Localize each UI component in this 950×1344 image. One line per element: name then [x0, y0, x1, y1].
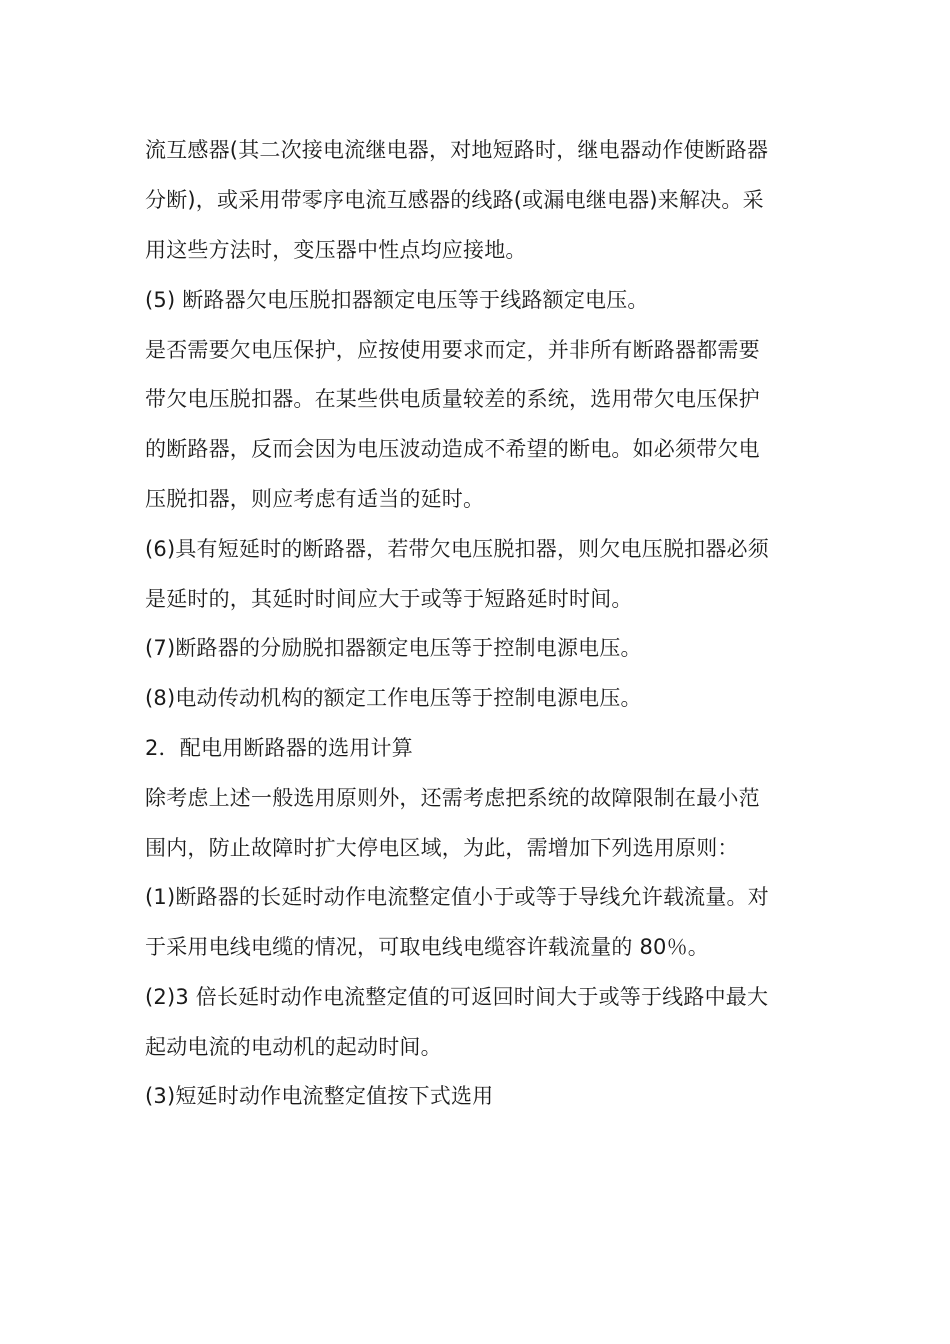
text-line: 起动电流的电动机的起动时间。	[145, 1035, 442, 1059]
text-line: (3)短延时动作电流整定值按下式选用	[145, 1084, 494, 1108]
text-line: 是延时的，其延时时间应大于或等于短路延时时间。	[145, 587, 633, 611]
text-line: 流互感器(其二次接电流继电器，对地短路时，继电器动作使断路器	[145, 138, 769, 162]
text-line: 于采用电线电缆的情况，可取电线电缆容许载流量的 80％。	[145, 935, 709, 959]
section-heading: 2．配电用断路器的选用计算	[145, 736, 413, 760]
text-line: 用这些方法时，变压器中性点均应接地。	[145, 238, 527, 262]
text-line: 除考虑上述一般选用原则外，还需考虑把系统的故障限制在最小范	[145, 786, 760, 810]
text-line: 带欠电压脱扣器。在某些供电质量较差的系统，选用带欠电压保护	[145, 387, 760, 411]
text-line: (2)3 倍长延时动作电流整定值的可返回时间大于或等于线路中最大	[145, 985, 769, 1009]
text-line: (7)断路器的分励脱扣器额定电压等于控制电源电压。	[145, 636, 642, 660]
text-line: 压脱扣器，则应考虑有适当的延时。	[145, 487, 485, 511]
text-line: (5) 断路器欠电压脱扣器额定电压等于线路额定电压。	[145, 288, 649, 312]
text-line: 是否需要欠电压保护，应按使用要求而定，并非所有断路器都需要	[145, 338, 760, 362]
text-line: 的断路器，反而会因为电压波动造成不希望的断电。如必须带欠电	[145, 437, 760, 461]
text-line: 围内，防止故障时扩大停电区域，为此，需增加下列选用原则：	[145, 836, 739, 860]
text-line: (8)电动传动机构的额定工作电压等于控制电源电压。	[145, 686, 642, 710]
text-line: 分断)，或采用带零序电流互感器的线路(或漏电继电器)来解决。采	[145, 188, 764, 212]
text-line: (1)断路器的长延时动作电流整定值小于或等于导线允许载流量。对	[145, 885, 769, 909]
text-line: (6)具有短延时的断路器，若带欠电压脱扣器，则欠电压脱扣器必须	[145, 537, 769, 561]
